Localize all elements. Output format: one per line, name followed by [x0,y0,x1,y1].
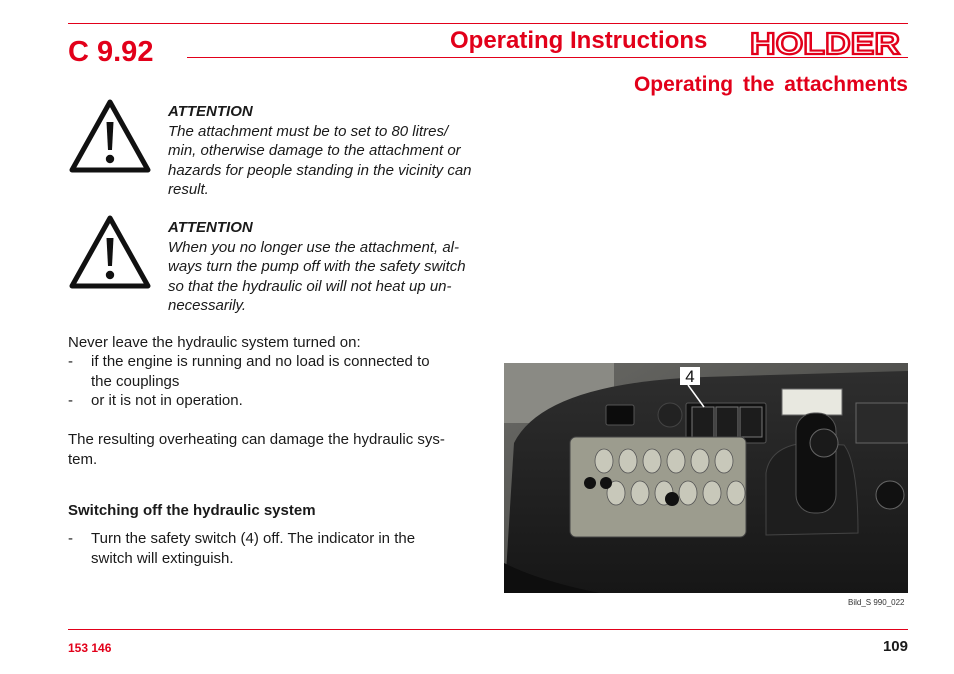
intro-text: Never leave the hydraulic system turned on: [68,334,361,351]
list-item-text [91,391,466,411]
list-item [68,391,468,411]
warning-block-2 [168,218,476,316]
list-dash: - [68,392,73,409]
warning-line: ways turn the pump off with the safety switch [168,258,466,275]
warning-text [168,122,476,200]
document-number: 153 146 [68,641,112,655]
warning-heading: ATTENTION [168,103,253,120]
list-line: Turn the safety switch (4) off. The indicator in the [91,530,416,547]
warning-line: result. [168,181,209,198]
list-item [68,352,468,392]
list-item-text [91,352,466,391]
figure-caption: Bild_S 990_022 [848,598,905,607]
top-rule [68,23,908,24]
warning-line: necessarily. [168,297,247,314]
warning-line: so that the hydraulic oil will not heat up un- [168,277,452,295]
section-title: Operating the attachments [633,73,908,96]
callout-label: 4 [685,367,695,386]
control-panel-photo [504,363,908,605]
warning-line: When you no longer use the attachment, al- [168,238,460,256]
subheading: Switching off the hydraulic system [68,502,316,519]
text-line: tem. [68,450,98,468]
warning-line: hazards for people standing in the vicinity can [168,161,472,179]
holder-logo [748,27,903,59]
page-title: Operating Instructions [450,27,708,54]
step-item [68,529,468,569]
text-line: The resulting overheating can damage the hydraulic sys- [68,431,445,448]
list-line: if the engine is running and no load is connected to [91,353,430,370]
warning-triangle-icon [68,98,152,174]
overheat-warning-text [68,430,478,469]
step-item-text [91,529,466,568]
list-dash: - [68,353,73,370]
warning-block-1 [168,102,476,200]
list-dash: - [68,530,73,547]
warning-text [168,238,476,316]
warning-line: The attachment must be to set to 80 litres/ [168,122,449,140]
list-line: switch will extinguish. [91,549,234,567]
warning-triangle-icon [68,214,152,290]
page-number: 109 [882,638,908,655]
list-line: or it is not in operation. [91,392,243,409]
list-line: the couplings [91,372,180,390]
warning-heading: ATTENTION [168,219,253,236]
brand-name: HOLDER [750,27,900,59]
model-number: C 9.92 [68,36,154,68]
footer-rule [68,629,908,630]
warning-line: min, otherwise damage to the attachment or [168,142,461,159]
